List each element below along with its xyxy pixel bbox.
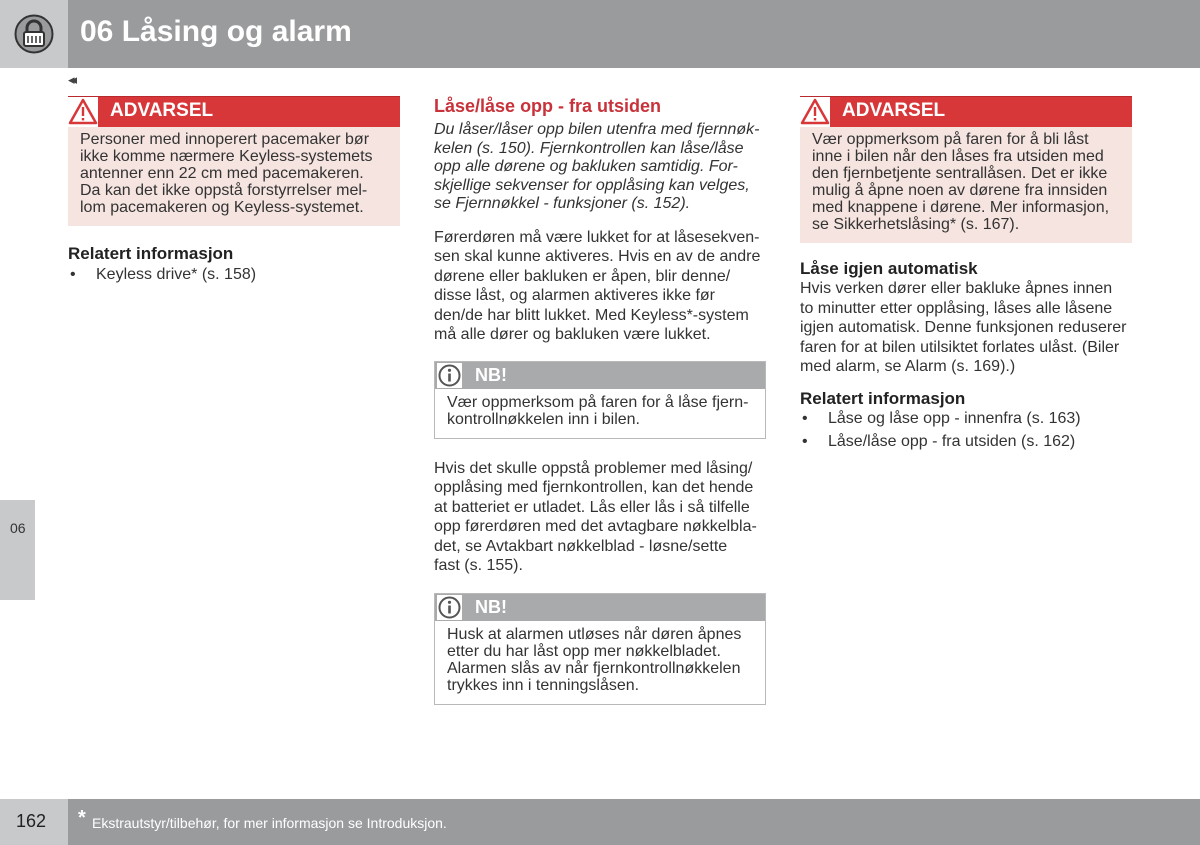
auto-lock-heading: Låse igjen automatisk bbox=[800, 259, 978, 278]
footnote-star: * bbox=[78, 807, 86, 829]
warning-text bbox=[800, 127, 1132, 243]
text-line: disse låst, og alarmen aktiveres ikke før bbox=[434, 287, 715, 304]
text-line: igjen automatisk. Denne funksjonen reduserer bbox=[800, 319, 1127, 336]
page-footer bbox=[0, 799, 1200, 845]
text-line: skjellige sekvenser for opplåsing kan velges, bbox=[434, 176, 750, 194]
column-middle bbox=[434, 96, 766, 705]
text-line: Personer med innoperert pacemaker bør bbox=[80, 131, 370, 148]
text-line: fast (s. 155). bbox=[434, 557, 523, 574]
page-number-box bbox=[0, 799, 68, 845]
text-line: Vær oppmerksom på faren for å låse fjern- bbox=[447, 393, 749, 411]
text-line: mulig å åpne noen av dørene fra innsiden bbox=[812, 182, 1108, 199]
text-line: Vær oppmerksom på faren for å bli låst bbox=[812, 131, 1089, 148]
footnote-text: Ekstrautstyr/tilbehør, for mer informasjon se Introduksjon. bbox=[92, 815, 447, 831]
warning-triangle-icon bbox=[68, 97, 98, 127]
text-line: etter du har låst opp mer nøkkelbladet. bbox=[447, 642, 721, 660]
note-text bbox=[435, 389, 765, 438]
intro-paragraph bbox=[434, 121, 766, 214]
text-line: med alarm, se Alarm (s. 169).) bbox=[800, 358, 1016, 375]
chapter-title: 06 Låsing og alarm bbox=[80, 15, 352, 48]
body-paragraph bbox=[800, 279, 1132, 377]
text-line: det, se Avtakbart nøkkelblad - løsne/sette bbox=[434, 537, 728, 555]
text-line: lom pacemakeren og Keyless-systemet. bbox=[80, 199, 364, 216]
warning-text bbox=[68, 127, 400, 226]
warning-header bbox=[800, 96, 1132, 127]
warning-header bbox=[68, 96, 400, 127]
chapter-side-tab[interactable] bbox=[0, 500, 35, 600]
note-title: NB! bbox=[475, 596, 507, 617]
related-info-list bbox=[68, 265, 400, 285]
column-right bbox=[800, 96, 1132, 452]
text-line: Husk at alarmen utløses når døren åpnes bbox=[447, 625, 742, 643]
chapter-header bbox=[0, 0, 1200, 68]
text-line: opplåsing med fjernkontrollen, kan det hende bbox=[434, 479, 754, 496]
text-line: Da kan det ikke oppstå forstyrrelser mel- bbox=[80, 182, 368, 199]
text-line: Alarmen slås av når fjernkontrollnøkkelen bbox=[447, 659, 741, 677]
related-info-heading: Relatert informasjon bbox=[800, 388, 966, 408]
note-text bbox=[435, 621, 765, 704]
text-line: kelen (s. 150). Fjernkontrollen kan låse/låse bbox=[434, 139, 744, 157]
text-line: se Sikkerhetslåsing* (s. 167). bbox=[812, 216, 1020, 233]
text-line: ikke komme nærmere Keyless-systemets bbox=[80, 148, 373, 165]
warning-triangle-icon bbox=[800, 97, 830, 127]
text-line: må alle dører og bakluken være lukket. bbox=[434, 326, 711, 343]
body-paragraph bbox=[434, 228, 766, 345]
warning-box bbox=[68, 96, 400, 226]
column-left bbox=[68, 96, 400, 285]
info-icon bbox=[437, 363, 462, 388]
text-line: Du låser/låser opp bilen utenfra med fjernnøk- bbox=[434, 121, 760, 138]
related-link[interactable]: • Låse/låse opp - fra utsiden (s. 162) bbox=[800, 432, 1132, 452]
lock-icon bbox=[14, 14, 54, 54]
info-icon bbox=[437, 595, 462, 620]
text-line: dørene eller bakluken er åpen, blir denne/ bbox=[434, 267, 731, 285]
back-nav-icon[interactable]: ◂◂ bbox=[68, 72, 74, 87]
text-line: Hvis verken dører eller bakluke åpnes innen bbox=[800, 280, 1113, 297]
text-line: inne i bilen når den låses fra utsiden med bbox=[812, 148, 1104, 165]
text-line: opp alle dørene og bakluken samtidig. For- bbox=[434, 158, 738, 175]
warning-title: ADVARSEL bbox=[110, 100, 214, 121]
text-line: med knappene i dørene. Mer informasjon, bbox=[812, 199, 1110, 216]
text-line: den/de har blitt lukket. Med Keyless*-system bbox=[434, 306, 749, 324]
text-line: Førerdøren må være lukket for at låsesekven- bbox=[434, 228, 760, 246]
text-line: den fjernbetjente sentrallåsen. Det er ikke bbox=[812, 165, 1108, 182]
related-link[interactable]: • Keyless drive* (s. 158) bbox=[68, 265, 400, 285]
text-line: sen skal kunne aktiveres. Hvis en av de andre bbox=[434, 248, 761, 265]
text-line: opp førerdøren med det avtagbare nøkkelbla- bbox=[434, 518, 757, 535]
note-header bbox=[435, 594, 765, 621]
text-line: kontrollnøkkelen inn i bilen. bbox=[447, 410, 640, 428]
warning-box bbox=[800, 96, 1132, 243]
note-box bbox=[434, 361, 766, 439]
note-title: NB! bbox=[475, 364, 507, 385]
body-paragraph bbox=[434, 459, 766, 576]
related-link[interactable]: • Låse og låse opp - innenfra (s. 163) bbox=[800, 409, 1132, 429]
chapter-icon-tab bbox=[0, 0, 68, 68]
side-tab-label: 06 bbox=[10, 520, 26, 536]
text-line: to minutter etter opplåsing, låses alle låsene bbox=[800, 299, 1113, 317]
related-info-heading: Relatert informasjon bbox=[68, 244, 234, 263]
note-header bbox=[435, 362, 765, 389]
text-line: faren for at bilen utilsiktet forlates ulåst. (Biler bbox=[800, 338, 1120, 356]
text-line: Hvis det skulle oppstå problemer med låsing/ bbox=[434, 459, 753, 477]
text-line: antenner enn 22 cm med pacemakeren. bbox=[80, 165, 364, 182]
text-line: se Fjernnøkkel - funksjoner (s. 152). bbox=[434, 195, 691, 212]
warning-title: ADVARSEL bbox=[842, 100, 946, 121]
page-number: 162 bbox=[16, 811, 47, 831]
text-line: trykkes inn i tenningslåsen. bbox=[447, 676, 640, 694]
text-line: at batteriet er utladet. Lås eller lås i så tilfelle bbox=[434, 498, 750, 516]
section-heading: Låse/låse opp - fra utsiden bbox=[434, 96, 662, 116]
related-info-list bbox=[800, 409, 1132, 452]
note-box bbox=[434, 593, 766, 705]
